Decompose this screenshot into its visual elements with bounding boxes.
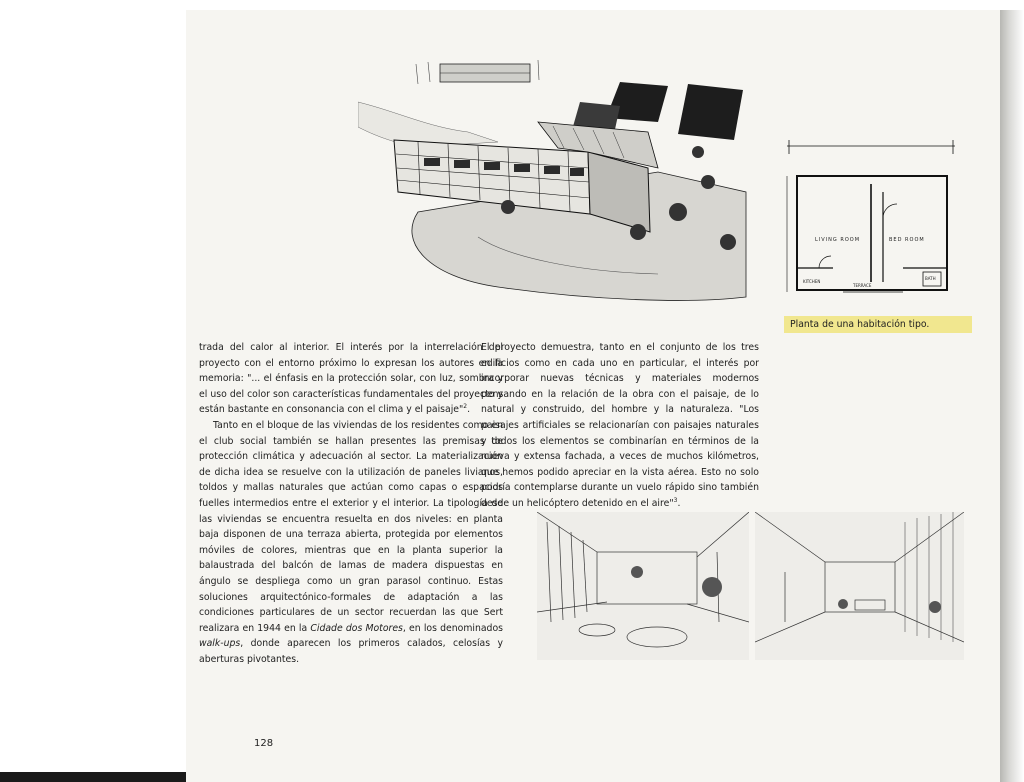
paragraph-text: , en los denominados [402,622,503,634]
paragraph-text: , donde aparecen los primeros calados, celosías y aberturas pivotantes. [199,638,503,665]
italic-text: Cidade dos Motores [310,622,403,634]
page-number: 128 [254,738,274,749]
text-column-right [481,340,759,512]
figure-caption: Planta de una habitación tipo. [784,316,972,333]
plan-label-bath: BATH [925,276,936,281]
paragraph-text: . [677,497,681,509]
plan-label-kitchen: KITCHEN [803,279,821,284]
paragraph: trada del calor al interior. El interés por la interrelación del proyecto con el entorno próximo lo expresan los autores en la memoria: "... el énfasis en la protección solar, con luz, sombra y el uso del color son características fundamentales del proyecto y están bastante en consonancia con el clima y el paisaje"$^2$. [199,342,503,416]
plan-label-bed-room: BED ROOM [889,237,925,243]
paragraph-text: trada del calor al interior. El interés por la interrelación del proyecto con el entorno próximo lo expresan los autores en la memoria: "... el énfasis en la protección solar, con luz, sombra y el uso del color son características fundamentales del proyecto y están bastante en consonancia con el clima y el paisaje" [199,342,503,416]
plan-label-living-room: LIVING ROOM [815,237,861,243]
floor-plan-image [783,132,958,307]
aerial-perspective-image [358,42,750,304]
scan-edge-bottom-left [0,772,186,782]
interior-sketch-right [755,512,964,660]
footnote-ref: 3 [673,496,678,504]
paragraph [481,340,759,512]
plan-label-terrace: TERRACE [853,283,872,288]
footnote-ref: 2 [463,403,468,411]
paragraph-text: Tanto en el bloque de las viviendas de los residentes como en el club social también se hallan presentes las premisas de protección climática y adecuación al sector. La materialización de dicha idea se resuelve con la utilización de paneles livianos, toldos y mallas naturales que actúan como capas o espacios fuelles intermedios entre el exterior y el interior. La tipología de las viviendas se encuentra resuelta en dos niveles: en planta baja disponen de una terraza abierta, protegida por elementos móviles de colores, mientras que en la planta superior la balaustrada del balcón de lamas de madera dispuestas en ángulo se despliega como un gran parasol continuo. Estas soluciones arquitectónico-formales de adaptación a las condiciones particulares de un sector recuerdan las que Sert realizara en 1944 en la [199,419,503,634]
paragraph-text: El proyecto demuestra, tanto en el conjunto de los tres edificios como en cada uno en particular, el interés por incorporar nuevas técnicas y materiales modernos pensando en la relación de la obra con el paisaje, de lo natural y construido, del hombre y la naturaleza. "Los paisajes artificiales se relacionarían con paisajes naturales y todos los elementos se combinarían en términos de la nueva y extensa fachada, a veces de muchos kilómetros, que hemos podido apreciar en la vista aérea. Esto no solo podría contemplarse durante un vuelo rápido sino también desde un helicóptero detenido en el aire" [481,342,759,509]
interior-sketch-left [537,512,749,660]
book-gutter-shadow [1000,10,1024,782]
italic-text: walk-ups [199,638,241,650]
paragraph [199,418,503,668]
text-column-left [199,340,503,667]
